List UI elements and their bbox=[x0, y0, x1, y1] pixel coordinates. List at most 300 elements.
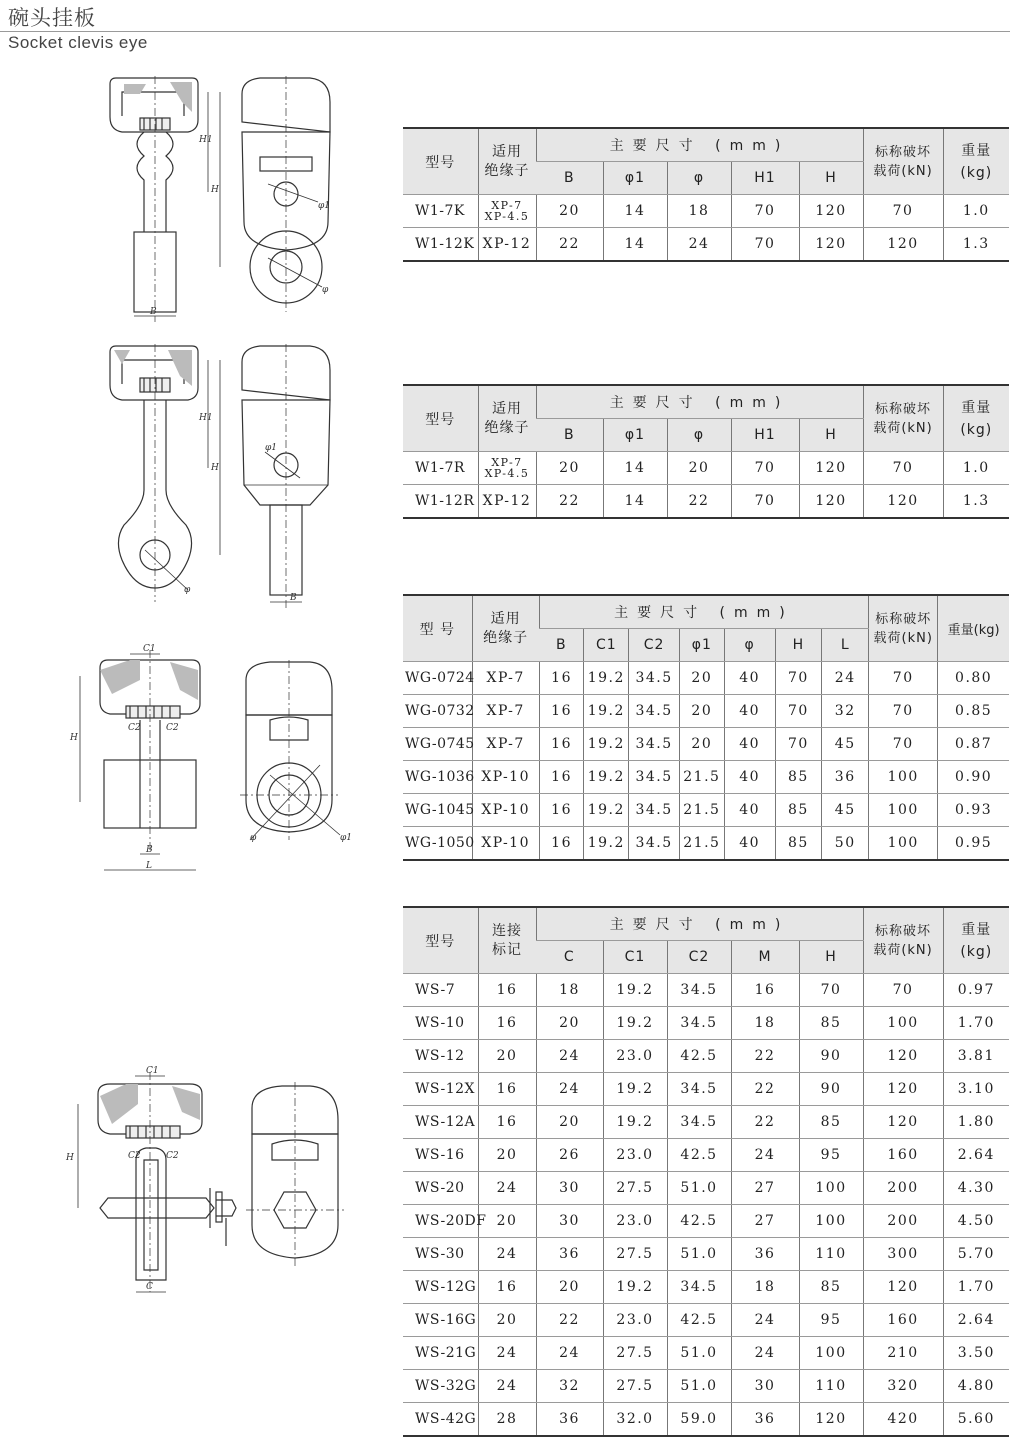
cell-dim: 19.2 bbox=[584, 761, 629, 794]
cell-dim: 70 bbox=[731, 228, 799, 262]
header-dim: M bbox=[731, 941, 799, 974]
header-dim: H bbox=[799, 941, 863, 974]
cell-dim: 40 bbox=[724, 827, 775, 861]
cell-weight: 4.30 bbox=[943, 1172, 1009, 1205]
cell-load: 70 bbox=[863, 974, 943, 1007]
cell-weight: 0.87 bbox=[938, 728, 1009, 761]
cell-weight: 1.0 bbox=[943, 195, 1009, 228]
drawing-wg bbox=[60, 640, 360, 880]
header-insulator: 适用 绝缘子 bbox=[478, 128, 536, 195]
dim-label: C2 bbox=[128, 1151, 141, 1161]
header-insulator: 适用 绝缘子 bbox=[472, 595, 539, 662]
cell-dim: 30 bbox=[536, 1205, 603, 1238]
cell-weight: 3.50 bbox=[943, 1337, 1009, 1370]
cell-dim: 24 bbox=[822, 662, 869, 695]
cell-dim: 22 bbox=[667, 485, 731, 519]
cell-dim: 34.5 bbox=[629, 728, 680, 761]
table-row bbox=[403, 485, 1009, 519]
cell-dim: 18 bbox=[536, 974, 603, 1007]
header-dim: φ bbox=[667, 419, 731, 452]
cell-weight: 0.95 bbox=[938, 827, 1009, 861]
cell-dim: 42.5 bbox=[667, 1139, 731, 1172]
dim-label: φ bbox=[184, 585, 191, 595]
cell-dim: 36 bbox=[731, 1238, 799, 1271]
cell-dim: 110 bbox=[799, 1370, 863, 1403]
cell-dim: 23.0 bbox=[603, 1040, 667, 1073]
cell-dim: 34.5 bbox=[667, 974, 731, 1007]
table-row bbox=[403, 1073, 1009, 1106]
cell-dim: 21.5 bbox=[679, 827, 724, 861]
cell-insulator bbox=[478, 452, 536, 485]
cell-dim: 19.2 bbox=[603, 974, 667, 1007]
cell-dim: 34.5 bbox=[629, 662, 680, 695]
cell-connection-mark: 24 bbox=[478, 1337, 536, 1370]
cell-dim: 18 bbox=[731, 1007, 799, 1040]
cell-dim: 16 bbox=[539, 728, 584, 761]
cell-model: WS-20 bbox=[403, 1172, 478, 1205]
cell-model: W1-7R bbox=[403, 452, 478, 485]
cell-dim: 22 bbox=[731, 1106, 799, 1139]
cell-dim: 85 bbox=[775, 761, 822, 794]
cell-model: WS-10 bbox=[403, 1007, 478, 1040]
cell-dim: 40 bbox=[724, 662, 775, 695]
cell-dim: 51.0 bbox=[667, 1238, 731, 1271]
cell-insulator bbox=[478, 195, 536, 228]
cell-dim: 42.5 bbox=[667, 1205, 731, 1238]
header-dim: C2 bbox=[667, 941, 731, 974]
dim-label: φ1 bbox=[265, 443, 278, 453]
cell-dim: 19.2 bbox=[584, 827, 629, 861]
cell-dim: 19.2 bbox=[584, 662, 629, 695]
cell-dim: 36 bbox=[731, 1403, 799, 1437]
cell-dim: 14 bbox=[603, 485, 667, 519]
cell-dim: 16 bbox=[539, 827, 584, 861]
header-dims-group: 主要尺寸 (mm) bbox=[536, 385, 863, 419]
cell-dim: 19.2 bbox=[584, 728, 629, 761]
cell-weight: 1.80 bbox=[943, 1106, 1009, 1139]
cell-dim: 24 bbox=[667, 228, 731, 262]
cell-dim: 95 bbox=[799, 1139, 863, 1172]
cell-dim: 19.2 bbox=[603, 1271, 667, 1304]
cell-dim: 40 bbox=[724, 761, 775, 794]
cell-weight: 3.81 bbox=[943, 1040, 1009, 1073]
dim-label: C1 bbox=[143, 644, 156, 654]
cell-dim: 32 bbox=[536, 1370, 603, 1403]
cell-model: WG-0732 bbox=[403, 695, 472, 728]
cell-model: WS-12 bbox=[403, 1040, 478, 1073]
cell-dim: 95 bbox=[799, 1304, 863, 1337]
cell-insulator-line: XP-4.5 bbox=[484, 467, 530, 480]
cell-dim: 27.5 bbox=[603, 1172, 667, 1205]
cell-insulator-line: XP-7 bbox=[491, 199, 523, 212]
cell-dim: 18 bbox=[667, 195, 731, 228]
cell-dim: 14 bbox=[603, 228, 667, 262]
header-weight: 重量 (kg) bbox=[943, 385, 1009, 452]
dim-label: φ bbox=[322, 285, 329, 295]
table-row bbox=[403, 662, 1009, 695]
cell-dim: 27.5 bbox=[603, 1238, 667, 1271]
dim-label: φ1 bbox=[340, 833, 353, 843]
spec-table-w1-k bbox=[403, 127, 1009, 262]
cell-dim: 22 bbox=[536, 1304, 603, 1337]
header-model: 型 号 bbox=[403, 595, 472, 662]
table-row bbox=[403, 761, 1009, 794]
cell-weight: 0.97 bbox=[943, 974, 1009, 1007]
cell-dim: 20 bbox=[536, 1007, 603, 1040]
cell-weight: 4.80 bbox=[943, 1370, 1009, 1403]
dim-label: B bbox=[150, 307, 157, 317]
cell-dim: 19.2 bbox=[584, 695, 629, 728]
header-dims-group: 主要尺寸 (mm) bbox=[536, 128, 863, 162]
cell-dim: 120 bbox=[799, 1403, 863, 1437]
cell-dim: 42.5 bbox=[667, 1040, 731, 1073]
cell-insulator-line: XP-7 bbox=[491, 456, 523, 469]
cell-load: 120 bbox=[863, 228, 943, 262]
cell-dim: 70 bbox=[731, 485, 799, 519]
header-dim: C1 bbox=[584, 629, 629, 662]
cell-load: 70 bbox=[869, 728, 938, 761]
cell-insulator: XP-12 bbox=[478, 228, 536, 262]
cell-weight: 1.3 bbox=[943, 485, 1009, 519]
table-row bbox=[403, 1337, 1009, 1370]
cell-weight: 1.70 bbox=[943, 1007, 1009, 1040]
cell-weight: 0.85 bbox=[938, 695, 1009, 728]
header-dim: φ1 bbox=[603, 162, 667, 195]
cell-connection-mark: 16 bbox=[478, 1073, 536, 1106]
table-row bbox=[403, 1007, 1009, 1040]
header-dim: C2 bbox=[629, 629, 680, 662]
header-dim: φ bbox=[667, 162, 731, 195]
cell-connection-mark: 16 bbox=[478, 1007, 536, 1040]
cell-model: WG-0724 bbox=[403, 662, 472, 695]
cell-dim: 36 bbox=[822, 761, 869, 794]
cell-dim: 21.5 bbox=[679, 761, 724, 794]
spec-table-wg bbox=[403, 594, 1009, 861]
dim-label: B bbox=[146, 845, 153, 855]
header-insulator: 适用 绝缘子 bbox=[478, 385, 536, 452]
cell-dim: 16 bbox=[539, 761, 584, 794]
cell-dim: 70 bbox=[775, 662, 822, 695]
dim-label: C2 bbox=[128, 723, 141, 733]
cell-dim: 18 bbox=[731, 1271, 799, 1304]
cell-dim: 120 bbox=[799, 228, 863, 262]
cell-weight: 0.90 bbox=[938, 761, 1009, 794]
header-dim: H1 bbox=[731, 419, 799, 452]
cell-dim: 14 bbox=[603, 452, 667, 485]
cell-connection-mark: 20 bbox=[478, 1205, 536, 1238]
table-row bbox=[403, 1271, 1009, 1304]
spec-table-w1-r bbox=[403, 384, 1009, 519]
cell-weight: 4.50 bbox=[943, 1205, 1009, 1238]
cell-dim: 27 bbox=[731, 1172, 799, 1205]
cell-model: WS-12X bbox=[403, 1073, 478, 1106]
cell-dim: 24 bbox=[536, 1337, 603, 1370]
cell-insulator: XP-10 bbox=[472, 827, 539, 861]
cell-dim: 45 bbox=[822, 728, 869, 761]
cell-load: 200 bbox=[863, 1205, 943, 1238]
drawing-ws bbox=[60, 1060, 360, 1300]
dim-label: C2 bbox=[166, 1151, 179, 1161]
header-model: 型号 bbox=[403, 907, 478, 974]
header-dim: φ1 bbox=[603, 419, 667, 452]
cell-dim: 85 bbox=[775, 794, 822, 827]
cell-weight: 0.80 bbox=[938, 662, 1009, 695]
table-row bbox=[403, 228, 1009, 262]
cell-load: 120 bbox=[863, 1106, 943, 1139]
table-row bbox=[403, 1403, 1009, 1437]
cell-dim: 70 bbox=[775, 695, 822, 728]
cell-dim: 34.5 bbox=[629, 827, 680, 861]
cell-load: 100 bbox=[869, 761, 938, 794]
cell-dim: 27.5 bbox=[603, 1337, 667, 1370]
cell-load: 70 bbox=[863, 195, 943, 228]
cell-dim: 24 bbox=[731, 1139, 799, 1172]
cell-weight: 2.64 bbox=[943, 1304, 1009, 1337]
cell-model: W1-12K bbox=[403, 228, 478, 262]
cell-weight: 0.93 bbox=[938, 794, 1009, 827]
header-connection-mark: 连接 标记 bbox=[478, 907, 536, 974]
cell-dim: 85 bbox=[775, 827, 822, 861]
header-dims-group: 主要尺寸 (mm) bbox=[536, 907, 863, 941]
cell-dim: 20 bbox=[536, 1106, 603, 1139]
cell-dim: 120 bbox=[799, 485, 863, 519]
table-row bbox=[403, 1304, 1009, 1337]
cell-dim: 34.5 bbox=[629, 761, 680, 794]
cell-dim: 22 bbox=[731, 1073, 799, 1106]
header-model: 型号 bbox=[403, 385, 478, 452]
table-row bbox=[403, 1238, 1009, 1271]
cell-connection-mark: 20 bbox=[478, 1139, 536, 1172]
cell-load: 100 bbox=[869, 794, 938, 827]
cell-dim: 59.0 bbox=[667, 1403, 731, 1437]
cell-weight: 1.3 bbox=[943, 228, 1009, 262]
header-model: 型号 bbox=[403, 128, 478, 195]
cell-dim: 34.5 bbox=[629, 695, 680, 728]
cell-dim: 120 bbox=[799, 195, 863, 228]
header-dim: L bbox=[822, 629, 869, 662]
cell-load: 300 bbox=[863, 1238, 943, 1271]
table-row bbox=[403, 827, 1009, 861]
cell-dim: 20 bbox=[679, 728, 724, 761]
cell-dim: 42.5 bbox=[667, 1304, 731, 1337]
cell-model: WS-42G bbox=[403, 1403, 478, 1437]
cell-dim: 20 bbox=[536, 195, 603, 228]
cell-model: WS-21G bbox=[403, 1337, 478, 1370]
cell-dim: 32 bbox=[822, 695, 869, 728]
table-row bbox=[403, 452, 1009, 485]
cell-load: 120 bbox=[863, 1040, 943, 1073]
cell-dim: 26 bbox=[536, 1139, 603, 1172]
cell-dim: 110 bbox=[799, 1238, 863, 1271]
header-load: 标称破坏 载荷(kN) bbox=[869, 595, 938, 662]
dim-label: H bbox=[211, 463, 219, 473]
cell-dim: 40 bbox=[724, 695, 775, 728]
cell-model: WS-12A bbox=[403, 1106, 478, 1139]
cell-model: WS-20DF bbox=[403, 1205, 478, 1238]
dim-label: C bbox=[146, 1282, 153, 1292]
cell-load: 100 bbox=[869, 827, 938, 861]
table-row bbox=[403, 1139, 1009, 1172]
cell-weight: 1.70 bbox=[943, 1271, 1009, 1304]
cell-dim: 24 bbox=[731, 1337, 799, 1370]
cell-dim: 16 bbox=[731, 974, 799, 1007]
header-dim: B bbox=[536, 419, 603, 452]
cell-dim: 20 bbox=[536, 452, 603, 485]
cell-load: 120 bbox=[863, 485, 943, 519]
cell-dim: 50 bbox=[822, 827, 869, 861]
cell-load: 70 bbox=[869, 662, 938, 695]
cell-model: WS-12G bbox=[403, 1271, 478, 1304]
cell-dim: 19.2 bbox=[603, 1106, 667, 1139]
cell-dim: 100 bbox=[799, 1205, 863, 1238]
cell-dim: 45 bbox=[822, 794, 869, 827]
cell-dim: 51.0 bbox=[667, 1172, 731, 1205]
dim-label: H1 bbox=[199, 135, 213, 145]
cell-model: WG-0745 bbox=[403, 728, 472, 761]
cell-dim: 34.5 bbox=[667, 1073, 731, 1106]
header-dim: H bbox=[799, 162, 863, 195]
dim-label: L bbox=[146, 861, 152, 871]
dim-label: H bbox=[211, 185, 219, 195]
cell-dim: 34.5 bbox=[667, 1106, 731, 1139]
cell-dim: 16 bbox=[539, 662, 584, 695]
dim-label: C1 bbox=[146, 1066, 159, 1076]
cell-model: WG-1050 bbox=[403, 827, 472, 861]
cell-model: WG-1036 bbox=[403, 761, 472, 794]
header-weight: 重量(kg) bbox=[938, 595, 1009, 662]
cell-load: 200 bbox=[863, 1172, 943, 1205]
dim-label: C2 bbox=[166, 723, 179, 733]
cell-dim: 24 bbox=[536, 1040, 603, 1073]
cell-connection-mark: 28 bbox=[478, 1403, 536, 1437]
cell-dim: 34.5 bbox=[667, 1271, 731, 1304]
table-row bbox=[403, 794, 1009, 827]
table-row bbox=[403, 974, 1009, 1007]
cell-weight: 1.0 bbox=[943, 452, 1009, 485]
cell-dim: 22 bbox=[731, 1040, 799, 1073]
cell-insulator: XP-10 bbox=[472, 761, 539, 794]
table-row bbox=[403, 695, 1009, 728]
cell-model: WS-30 bbox=[403, 1238, 478, 1271]
cell-weight: 5.60 bbox=[943, 1403, 1009, 1437]
cell-insulator: XP-7 bbox=[472, 662, 539, 695]
cell-load: 420 bbox=[863, 1403, 943, 1437]
table-row bbox=[403, 1106, 1009, 1139]
cell-insulator: XP-12 bbox=[478, 485, 536, 519]
header-dim: φ1 bbox=[679, 629, 724, 662]
cell-dim: 120 bbox=[799, 452, 863, 485]
dim-label: φ bbox=[250, 833, 257, 843]
cell-dim: 36 bbox=[536, 1238, 603, 1271]
header-weight: 重量 (kg) bbox=[943, 128, 1009, 195]
cell-dim: 85 bbox=[799, 1007, 863, 1040]
cell-dim: 70 bbox=[731, 195, 799, 228]
cell-connection-mark: 24 bbox=[478, 1238, 536, 1271]
cell-connection-mark: 16 bbox=[478, 1106, 536, 1139]
table-row bbox=[403, 1370, 1009, 1403]
cell-load: 100 bbox=[863, 1007, 943, 1040]
cell-insulator: XP-7 bbox=[472, 728, 539, 761]
cell-dim: 14 bbox=[603, 195, 667, 228]
header-load: 标称破坏 载荷(kN) bbox=[863, 128, 943, 195]
cell-connection-mark: 24 bbox=[478, 1172, 536, 1205]
cell-dim: 24 bbox=[731, 1304, 799, 1337]
cell-dim: 90 bbox=[799, 1040, 863, 1073]
header-dim: H1 bbox=[731, 162, 799, 195]
cell-model: WS-16 bbox=[403, 1139, 478, 1172]
cell-insulator-line: XP-4.5 bbox=[484, 210, 530, 223]
cell-connection-mark: 20 bbox=[478, 1304, 536, 1337]
cell-dim: 23.0 bbox=[603, 1139, 667, 1172]
cell-load: 320 bbox=[863, 1370, 943, 1403]
cell-model: WS-7 bbox=[403, 974, 478, 1007]
table-row bbox=[403, 195, 1009, 228]
cell-dim: 27 bbox=[731, 1205, 799, 1238]
table-row bbox=[403, 1205, 1009, 1238]
cell-model: WS-16G bbox=[403, 1304, 478, 1337]
cell-dim: 40 bbox=[724, 794, 775, 827]
cell-dim: 30 bbox=[536, 1172, 603, 1205]
cell-dim: 22 bbox=[536, 228, 603, 262]
cell-weight: 3.10 bbox=[943, 1073, 1009, 1106]
cell-dim: 20 bbox=[679, 662, 724, 695]
cell-dim: 70 bbox=[731, 452, 799, 485]
cell-load: 70 bbox=[869, 695, 938, 728]
cell-dim: 40 bbox=[724, 728, 775, 761]
cell-model: W1-7K bbox=[403, 195, 478, 228]
header-dims-group: 主要尺寸 (mm) bbox=[539, 595, 868, 629]
cell-dim: 34.5 bbox=[629, 794, 680, 827]
cell-insulator: XP-7 bbox=[472, 695, 539, 728]
header-dim: B bbox=[536, 162, 603, 195]
drawing-w1-r bbox=[100, 340, 350, 615]
dim-label: B bbox=[290, 593, 297, 603]
cell-model: WG-1045 bbox=[403, 794, 472, 827]
cell-connection-mark: 20 bbox=[478, 1040, 536, 1073]
cell-dim: 36 bbox=[536, 1403, 603, 1437]
spec-table-ws bbox=[403, 906, 1009, 1437]
header-dim: B bbox=[539, 629, 584, 662]
cell-load: 160 bbox=[863, 1139, 943, 1172]
cell-connection-mark: 16 bbox=[478, 1271, 536, 1304]
header-dim: C1 bbox=[603, 941, 667, 974]
cell-dim: 16 bbox=[539, 794, 584, 827]
cell-dim: 24 bbox=[536, 1073, 603, 1106]
cell-connection-mark: 16 bbox=[478, 974, 536, 1007]
cell-dim: 19.2 bbox=[603, 1073, 667, 1106]
cell-dim: 70 bbox=[799, 974, 863, 1007]
cell-load: 120 bbox=[863, 1271, 943, 1304]
cell-dim: 100 bbox=[799, 1337, 863, 1370]
cell-dim: 85 bbox=[799, 1106, 863, 1139]
cell-dim: 19.2 bbox=[584, 794, 629, 827]
header-load: 标称破坏 载荷(kN) bbox=[863, 385, 943, 452]
cell-dim: 21.5 bbox=[679, 794, 724, 827]
cell-dim: 85 bbox=[799, 1271, 863, 1304]
cell-model: WS-32G bbox=[403, 1370, 478, 1403]
drawing-w1-k bbox=[100, 72, 350, 327]
cell-dim: 30 bbox=[731, 1370, 799, 1403]
page-title: 碗头挂板 bbox=[8, 6, 96, 30]
cell-load: 160 bbox=[863, 1304, 943, 1337]
cell-dim: 100 bbox=[799, 1172, 863, 1205]
cell-dim: 70 bbox=[775, 728, 822, 761]
cell-dim: 90 bbox=[799, 1073, 863, 1106]
cell-dim: 20 bbox=[667, 452, 731, 485]
page-subtitle: Socket clevis eye bbox=[8, 33, 148, 52]
header-load: 标称破坏 载荷(kN) bbox=[863, 907, 943, 974]
dim-label: φ1 bbox=[318, 201, 331, 211]
